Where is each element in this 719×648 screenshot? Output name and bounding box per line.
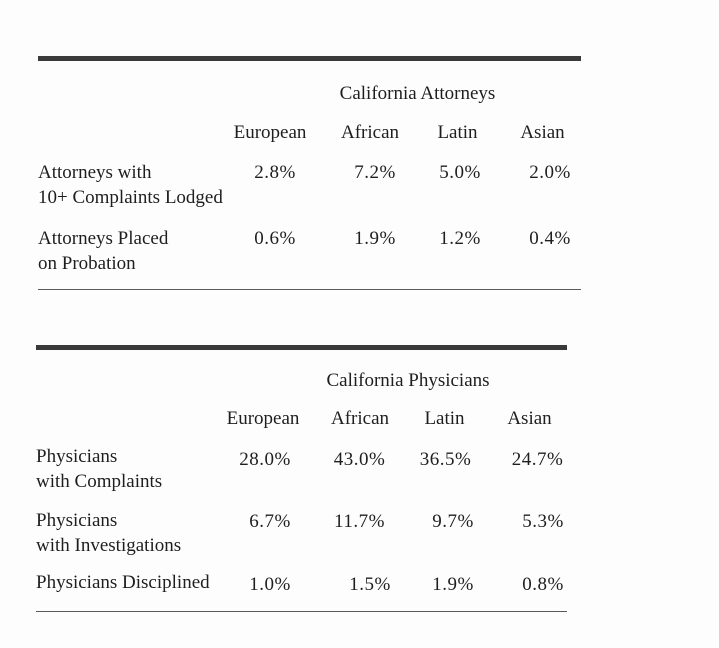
physicians-cell: 43.0% — [333, 449, 386, 470]
attorneys-col-african: African — [340, 122, 400, 143]
attorneys-cell: 7.2% — [354, 162, 396, 183]
physicians-top-rule — [36, 345, 567, 350]
physicians-row-label: Physicians — [36, 510, 118, 531]
attorneys-bottom-rule — [38, 289, 581, 290]
physicians-cell: 36.5% — [419, 449, 472, 470]
physicians-cell: 9.7% — [432, 511, 474, 532]
attorneys-row-label: 10+ Complaints Lodged — [38, 187, 223, 208]
physicians-col-asian: Asian — [507, 408, 552, 429]
attorneys-col-asian: Asian — [520, 122, 565, 143]
physicians-row-label: with Complaints — [36, 471, 163, 492]
physicians-cell: 24.7% — [511, 449, 564, 470]
physicians-cell: 6.7% — [249, 511, 291, 532]
physicians-col-african: African — [330, 408, 390, 429]
physicians-cell: 5.3% — [522, 511, 564, 532]
attorneys-row-label: on Probation — [38, 253, 136, 274]
physicians-row-label: with Investigations — [36, 535, 182, 556]
attorneys-table-heading: California Attorneys — [339, 83, 496, 104]
attorneys-cell: 2.8% — [254, 162, 296, 183]
attorneys-cell: 5.0% — [439, 162, 481, 183]
attorneys-row-label: Attorneys Placed — [38, 228, 169, 249]
physicians-col-latin: Latin — [424, 408, 465, 429]
attorneys-col-european: European — [233, 122, 307, 143]
attorneys-cell: 0.4% — [529, 228, 571, 249]
physicians-cell: 1.0% — [249, 574, 291, 595]
attorneys-top-rule — [38, 56, 581, 61]
attorneys-cell: 0.6% — [254, 228, 296, 249]
physicians-bottom-rule — [36, 611, 567, 612]
attorneys-cell: 1.2% — [439, 228, 481, 249]
attorneys-row-label: Attorneys with — [38, 162, 152, 183]
physicians-col-european: European — [226, 408, 300, 429]
attorneys-cell: 2.0% — [529, 162, 571, 183]
physicians-table-heading: California Physicians — [326, 370, 490, 391]
physicians-cell: 1.5% — [349, 574, 391, 595]
physicians-cell: 0.8% — [522, 574, 564, 595]
physicians-cell: 11.7% — [334, 511, 385, 532]
physicians-row-label: Physicians — [36, 446, 118, 467]
attorneys-cell: 1.9% — [354, 228, 396, 249]
attorneys-col-latin: Latin — [437, 122, 478, 143]
physicians-row-label: Physicians Disciplined — [36, 572, 210, 593]
physicians-cell: 28.0% — [239, 449, 291, 470]
physicians-cell: 1.9% — [432, 574, 474, 595]
